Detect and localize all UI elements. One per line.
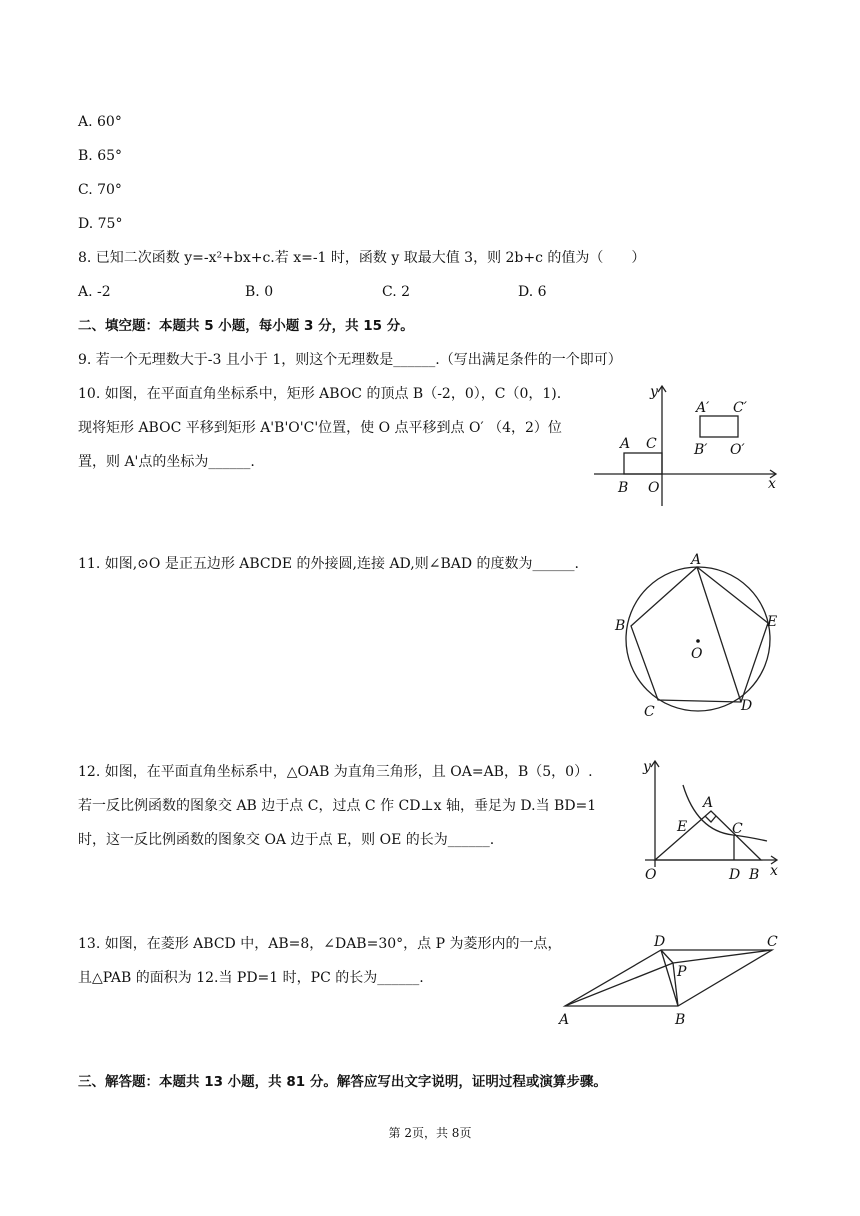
q12-line-1: 12. 如图，在平面直角坐标系中，△OAB 为直角三角形，且 OA=AB，B（5，0）.: [78, 764, 593, 780]
q13-figure: [555, 932, 790, 1027]
q8-option-c: C. 2: [382, 284, 411, 300]
q11-center-dot: [696, 639, 700, 643]
q9-stem: 9. 若一个无理数大于-3 且小于 1，则这个无理数是______.（写出满足条件的一个即可）: [78, 352, 622, 368]
q11-circumcircle: [626, 567, 770, 711]
q13-label-p: P: [677, 964, 687, 980]
q11-label-e: E: [767, 614, 778, 630]
q10-label-o-prime: O′: [730, 442, 745, 458]
q11-label-b: B: [615, 618, 626, 634]
q12-label-e: E: [677, 819, 688, 835]
q7-option-a: A. 60°: [78, 114, 122, 130]
q10-label-c-prime: C′: [733, 400, 747, 416]
q7-option-d: D. 75°: [78, 216, 123, 232]
q11-figure: [605, 552, 795, 722]
q12-label-d: D: [729, 867, 741, 883]
q11-segment-ad: [697, 567, 741, 702]
q10-line-3: 置，则 A'点的坐标为______.: [78, 454, 255, 470]
q12-label-b: B: [749, 867, 760, 883]
q12-label-a: A: [703, 795, 714, 811]
q11-label-a: A: [691, 552, 702, 568]
q11-label-d: D: [741, 698, 753, 714]
q13-label-c: C: [767, 934, 778, 950]
q12-label-y: y: [643, 759, 651, 775]
q8-option-b: B. 0: [245, 284, 274, 300]
q13-label-d: D: [654, 934, 666, 950]
q13-label-b: B: [675, 1012, 686, 1027]
q10-label-x: x: [768, 476, 776, 492]
q10-figure: [590, 378, 790, 510]
q7-option-c: C. 70°: [78, 182, 122, 198]
q13-segment-pa: [565, 963, 673, 1006]
q10-label-y: y: [650, 384, 658, 400]
q10-line-1: 10. 如图，在平面直角坐标系中，矩形 ABOC 的顶点 B（-2，0），C（0，1).: [78, 386, 562, 402]
q12-line-2: 若一反比例函数的图象交 AB 边于点 C，过点 C 作 CD⊥x 轴，垂足为 D.当 BD=1: [78, 798, 597, 814]
q10-rect-translated: [700, 416, 738, 437]
q10-label-o: O: [648, 480, 660, 496]
q11-label-c: C: [644, 704, 655, 720]
q8-option-a: A. -2: [78, 284, 111, 300]
q10-line-2: 现将矩形 ABOC 平移到矩形 A'B'O'C'位置，使 O 点平移到点 O′ （4，2）位: [78, 420, 562, 436]
q12-right-angle-mark: [705, 816, 716, 822]
q10-label-a: A: [620, 436, 631, 452]
section-3-heading: 三、解答题：本题共 13 小题，共 81 分。解答应写出文字说明，证明过程或演算步骤。: [78, 1074, 607, 1090]
q12-line-3: 时，这一反比例函数的图象交 OA 边于点 E，则 OE 的长为______.: [78, 832, 495, 848]
q13-label-a: A: [559, 1012, 570, 1027]
q10-rect-aboc: [624, 453, 662, 474]
q12-label-x: x: [770, 863, 778, 879]
q7-option-b: B. 65°: [78, 148, 123, 164]
q13-line-1: 13. 如图，在菱形 ABCD 中，AB=8，∠DAB=30°，点 P 为菱形内的一点，: [78, 936, 562, 952]
page-number: 第 2页，共 8页: [388, 1126, 472, 1140]
q10-label-b: B: [618, 480, 629, 496]
section-2-heading: 二、填空题：本题共 5 小题，每小题 3 分，共 15 分。: [78, 318, 414, 334]
q12-label-c: C: [732, 821, 743, 837]
q10-label-a-prime: A′: [696, 400, 710, 416]
q12-hyperbola: [683, 785, 767, 841]
q10-label-c: C: [646, 436, 657, 452]
q8-option-d: D. 6: [518, 284, 547, 300]
q11-label-o: O: [691, 646, 703, 662]
q13-segment-pc: [673, 950, 772, 963]
q12-figure: [615, 755, 785, 885]
q13-line-2: 且△PAB 的面积为 12.当 PD=1 时，PC 的长为______.: [78, 970, 424, 986]
q12-label-o: O: [645, 867, 657, 883]
q8-stem: 8. 已知二次函数 y=-x²+bx+c.若 x=-1 时，函数 y 取最大值 3，则 2b+c 的值为（ ）: [78, 250, 646, 266]
q10-label-b-prime: B′: [694, 442, 708, 458]
q11-stem: 11. 如图,⊙O 是正五边形 ABCDE 的外接圆,连接 AD,则∠BAD 的度数为______.: [78, 556, 579, 572]
